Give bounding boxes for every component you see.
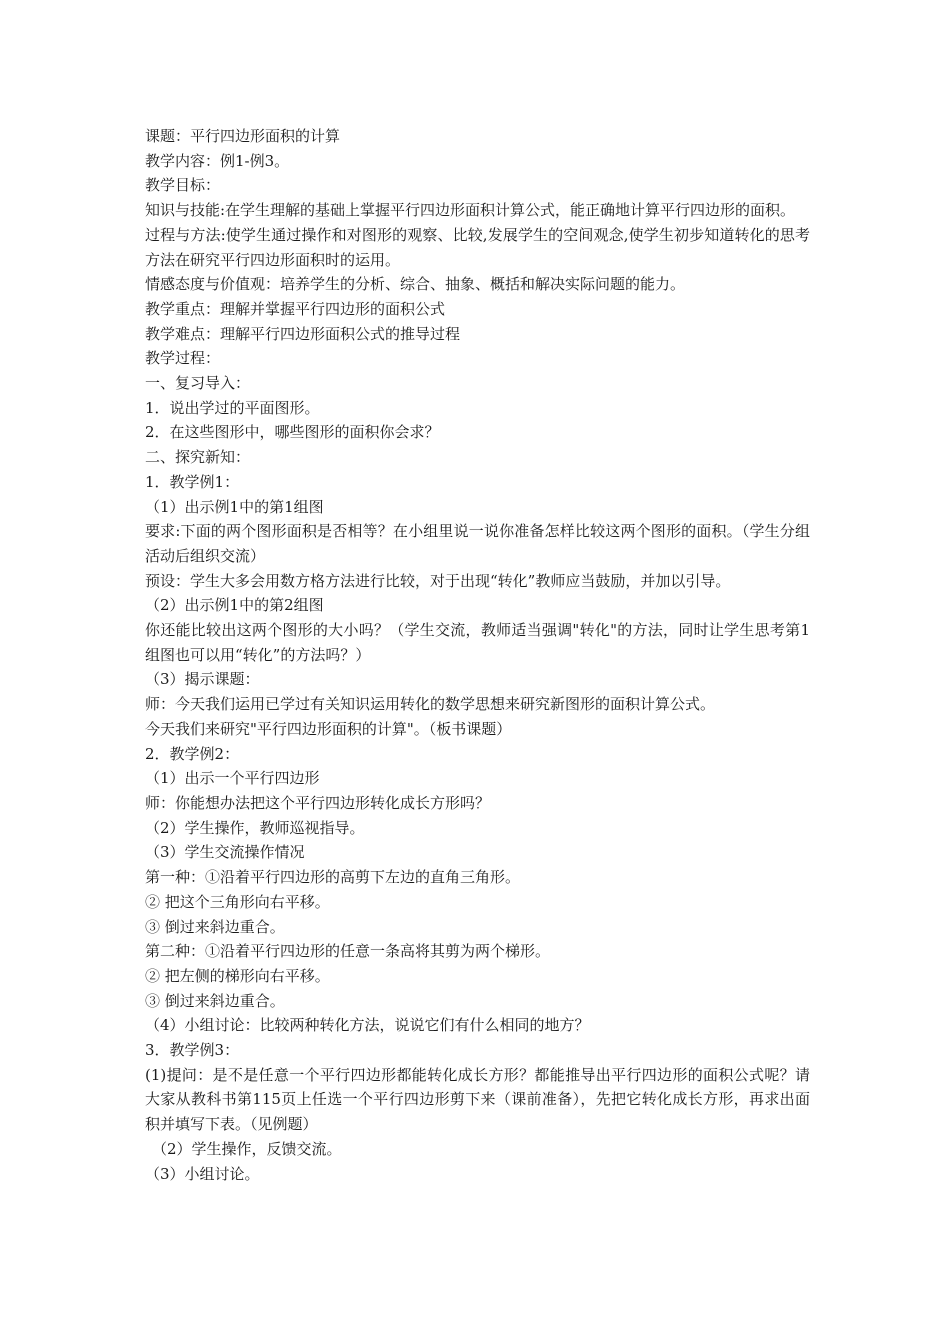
method-2-step-2: ② 把左侧的梯形向右平移。 [145, 966, 330, 985]
example-1-question: 你还能比较出这两个图形的大小吗？（学生交流，教师适当强调"转化"的方法，同时让学生思考第1组图也可以用“转化”的方法吗？） [145, 621, 810, 664]
method-2-step-3: ③ 倒过来斜边重合。 [145, 991, 285, 1010]
example-1-step-2: （2）出示例1中的第2组图 [145, 596, 324, 615]
example-1-heading: 1．教学例1： [145, 472, 240, 491]
example-3-step-1: (1)提问：是不是任意一个平行四边形都能转化成长方形？都能推导出平行四边形的面积公式呢？请大家从教科书第115页上任选一个平行四边形剪下来（课前准备），先把它转化成长方形，再求出面积并填写下表。（见例题） [145, 1065, 810, 1134]
method-1-step-2: ② 把这个三角形向右平移。 [145, 892, 330, 911]
goal-process-methods: 过程与方法:使学生通过操作和对图形的观察、比较,发展学生的空间观念,使学生初步知道转化的思考方法在研究平行四边形面积时的运用。 [145, 225, 810, 269]
review-item-1: 1．说出学过的平面图形。 [145, 398, 320, 417]
example-1-requirement: 要求:下面的两个图形面积是否相等？在小组里说一说你准备怎样比较这两个图形的面积。（学生分组活动后组织交流） [145, 522, 810, 565]
example-1-step-3: （3）揭示课题： [145, 670, 260, 689]
example-3-step-3: （3）小组讨论。 [145, 1164, 260, 1183]
example-2-step-1: （1）出示一个平行四边形 [145, 769, 320, 788]
example-1-step-1: （1）出示例1中的第1组图 [145, 497, 324, 516]
goal-knowledge-skills: 知识与技能:在学生理解的基础上掌握平行四边形面积计算公式，能正确地计算平行四边形的面积。 [145, 201, 796, 220]
example-1-expectation: 预设：学生大多会用数方格方法进行比较，对于出现“转化”教师应当鼓励，并加以引导。 [145, 571, 731, 590]
teaching-goals-heading: 教学目标： [145, 176, 221, 195]
section-explore-heading: 二、探究新知： [145, 448, 251, 467]
teacher-remark-2: 师：你能想办法把这个平行四边形转化成长方形吗？ [145, 793, 491, 812]
teaching-key-point: 教学重点：理解并掌握平行四边形的面积公式 [145, 299, 446, 318]
example-2-step-2: （2）学生操作，教师巡视指导。 [145, 818, 365, 837]
example-3-heading: 3．教学例3： [145, 1041, 240, 1060]
method-1-step-1: 第一种：①沿着平行四边形的高剪下左边的直角三角形。 [145, 868, 521, 887]
section-review-heading: 一、复习导入： [145, 374, 251, 393]
topic-announcement: 今天我们来研究"平行四边形面积的计算"。（板书课题） [145, 719, 512, 738]
lesson-title: 课题：平行四边形面积的计算 [145, 127, 341, 145]
goal-attitude-values: 情感态度与价值观：培养学生的分析、综合、抽象、概括和解决实际问题的能力。 [145, 275, 686, 294]
example-2-step-3: （3）学生交流操作情况 [145, 843, 305, 862]
example-2-step-4: （4）小组讨论：比较两种转化方法，说说它们有什么相同的地方？ [145, 1016, 590, 1035]
example-3-step-2: （2）学生操作，反馈交流。 [152, 1139, 342, 1158]
example-2-heading: 2．教学例2： [145, 744, 240, 763]
teacher-remark-1: 师：今天我们运用已学过有关知识运用转化的数学思想来研究新图形的面积计算公式。 [145, 695, 716, 714]
method-2-step-1: 第二种：①沿着平行四边形的任意一条高将其剪为两个梯形。 [145, 942, 551, 961]
review-item-2: 2．在这些图形中，哪些图形的面积你会求？ [145, 423, 440, 442]
method-1-step-3: ③ 倒过来斜边重合。 [145, 917, 285, 936]
document-body [145, 124, 810, 1186]
teaching-process-heading: 教学过程： [145, 349, 221, 368]
teaching-difficulty: 教学难点：理解平行四边形面积公式的推导过程 [145, 324, 461, 343]
teaching-content: 教学内容：例1-例3。 [145, 151, 290, 170]
